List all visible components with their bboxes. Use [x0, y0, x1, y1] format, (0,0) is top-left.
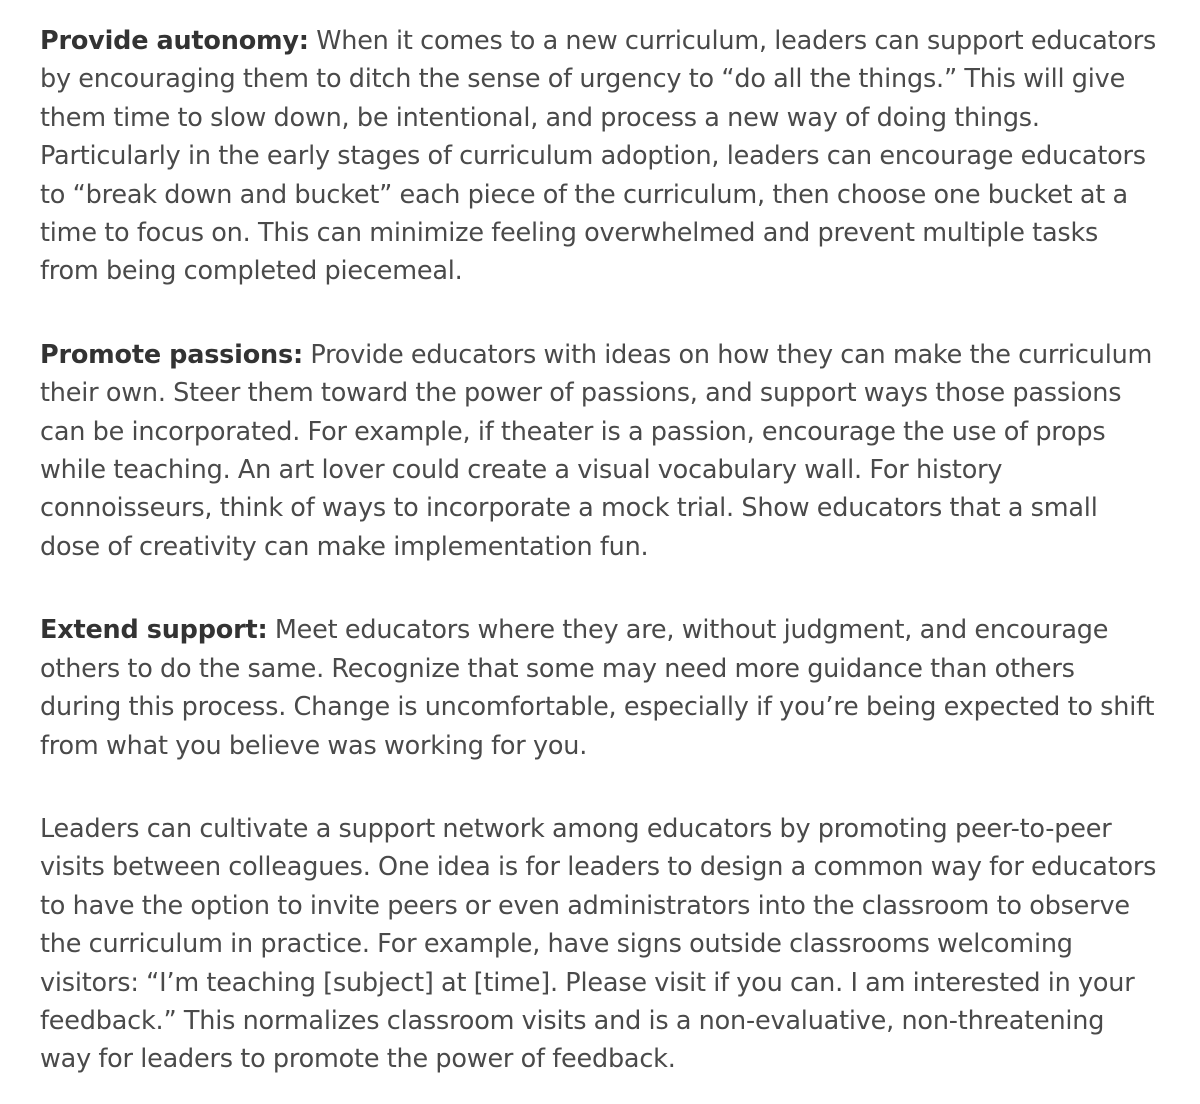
- paragraph-lead-promote-passions: Promote passions:: [40, 339, 303, 370]
- paragraph-text-promote-passions: Provide educators with ideas on how they can make the curriculum their own. Steer them toward the power of passions, and support ways those passions can be incorporated. For example, if theater is a passion, encourage the use of props while teaching. An art lover could create a visual vocabulary wall. For history connoisseurs, think of ways to incorporate a mock trial. Show educators that a small dose of creativity can make implementation fun.: [40, 339, 1153, 562]
- paragraph-extend-support: [40, 611, 1162, 765]
- paragraph-promote-passions: [40, 336, 1162, 566]
- paragraph-text-provide-autonomy: When it comes to a new curriculum, leaders can support educators by encouraging them to ditch the sense of urgency to “do all the things.” This will give them time to slow down, be intentional, and process a new way of doing things. Particularly in the early stages of curriculum adoption, leaders can encourage educators to “break down and bucket” each piece of the curriculum, then choose one bucket at a time to focus on. This can minimize feeling overwhelmed and prevent multiple tasks from being completed piecemeal.: [40, 26, 1157, 287]
- paragraph-lead-extend-support: Extend support:: [40, 615, 268, 646]
- paragraph-support-network: [40, 810, 1162, 1079]
- paragraph-text-support-network: Leaders can cultivate a support network among educators by promoting peer-to-peer visits between colleagues. One idea is for leaders to design a common way for educators to have the option to invite peers or even administrators into the classroom to observe the curriculum in practice. For example, have signs outside classrooms welcoming visitors: “I’m teaching [subject] at [time]. Please visit if you can. I am interested in your feedback.” This normalizes classroom visits and is a non-evaluative, non-threatening way for leaders to promote the power of feedback.: [40, 813, 1157, 1075]
- paragraph-lead-provide-autonomy: Provide autonomy:: [40, 26, 309, 56]
- paragraph-provide-autonomy: [40, 22, 1162, 291]
- paragraph-text-extend-support: Meet educators where they are, without judgment, and encourage others to do the same. Recognize that some may need more guidance than others during this process. Change is uncomfortable, especially if you’re being expected to shift from what you believe was working for you.: [40, 615, 1155, 761]
- article-body: [40, 22, 1162, 1079]
